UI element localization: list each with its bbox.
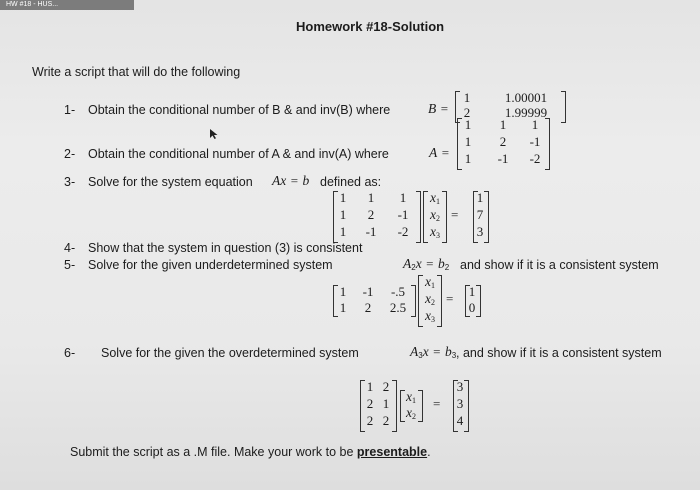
matrix-A2-cell: 2 [364, 300, 372, 315]
intro-text: Write a script that will do the following [32, 65, 241, 79]
matrix-B-cell: 2 [463, 105, 471, 120]
matrix-A-cell: 1 [499, 117, 507, 132]
item-1-number: 1- [64, 103, 76, 117]
vector-b3-cell: 3 [456, 379, 464, 394]
equals-sign: = [433, 396, 441, 411]
matrix-3A-cell: 1 [367, 190, 375, 205]
matrix-A3-cell: 1 [366, 379, 374, 394]
item-4-text: Show that the system in question (3) is consistent [88, 241, 363, 255]
equation-a3x-b3: $A_3x = b_3$ [410, 344, 457, 360]
matrix-A-cell: -2 [529, 151, 541, 166]
item-6-number: 6- [64, 346, 76, 360]
matrix-A-cell: 1 [464, 117, 472, 132]
vector-b3-cell: 4 [456, 413, 464, 428]
matrix-A-cell: 2 [499, 134, 507, 149]
matrix-A3-cell: 2 [382, 379, 390, 394]
matrix-3A-cell: 1 [399, 190, 407, 205]
vector-b-cell: 1 [476, 190, 484, 205]
window-tab[interactable] [0, 0, 134, 10]
matrix-A2-cell: -1 [362, 284, 374, 299]
matrix-A2-cell: 1 [339, 300, 347, 315]
A-equals-label: A = [429, 145, 450, 160]
matrix-A3-cell: 1 [382, 396, 390, 411]
vector-x5-cell: $x_3$ [425, 308, 435, 324]
vector-b-cell: 3 [476, 224, 484, 239]
item-5-tail: and show if it is a consistent system [460, 258, 659, 272]
matrix-A3-cell: 2 [366, 413, 374, 428]
vector-x6-cell: $x_1$ [406, 389, 416, 405]
matrix-3A-cell: 1 [339, 190, 347, 205]
matrix-A-cell: 1 [531, 117, 539, 132]
item-3-number: 3- [64, 175, 76, 189]
equals-sign: = [446, 291, 454, 306]
item-6-text: Solve for the given the overdetermined system [101, 346, 359, 360]
item-2-number: 2- [64, 147, 76, 161]
vector-x5-cell: $x_2$ [425, 291, 435, 307]
matrix-A3-cell: 2 [382, 413, 390, 428]
submit-instructions [70, 445, 431, 459]
matrix-A-cell: -1 [529, 134, 541, 149]
matrix-A-cell: 1 [464, 151, 472, 166]
vector-x-cell: $x_3$ [430, 224, 440, 240]
vector-b-cell: 7 [476, 207, 484, 222]
item-5-text: Solve for the given underdetermined system [88, 258, 333, 272]
matrix-B-right-bracket [561, 91, 566, 123]
vector-x6-cell: $x_2$ [406, 405, 416, 421]
vector-b2-cell: 1 [468, 284, 476, 299]
matrix-A2-cell: -.5 [390, 284, 406, 299]
item-1-text: Obtain the conditional number of B & and inv(B) where [88, 103, 391, 117]
matrix-3A-cell: -2 [397, 224, 409, 239]
matrix-A2-cell: 2.5 [389, 300, 407, 315]
equals-sign: = [451, 207, 459, 222]
matrix-3A-cell: -1 [365, 224, 377, 239]
matrix-A-cell: 1 [464, 134, 472, 149]
matrix-A2-cell: 1 [339, 284, 347, 299]
equation-a2x-b2: $A_2x = b_2$ [403, 256, 450, 272]
matrix-3A-cell: 2 [367, 207, 375, 222]
vector-x-cell: $x_2$ [430, 207, 440, 223]
matrix-A-cell: -1 [497, 151, 509, 166]
matrix-A3-cell: 2 [366, 396, 374, 411]
item-5-number: 5- [64, 258, 76, 272]
submit-text: Submit the script as a .M file. Make your work to be [70, 445, 357, 459]
item-6-tail: , and show if it is a consistent system [456, 346, 662, 360]
vector-x5-cell: $x_1$ [425, 274, 435, 290]
matrix-3A-cell: -1 [397, 207, 409, 222]
vector-x-cell: $x_1$ [430, 190, 440, 206]
matrix-B-cell: 1.99999 [504, 105, 548, 120]
mouse-cursor-icon [209, 128, 219, 140]
tab-label: HW #18 - HUS... [6, 1, 59, 8]
presentable-emphasis: presentable [356, 445, 428, 459]
B-equals-label: B = [428, 101, 449, 116]
matrix-3A-cell: 1 [339, 224, 347, 239]
matrix-B-cell: 1 [463, 90, 471, 105]
matrix-3A-cell: 1 [339, 207, 347, 222]
vector-b2-cell: 0 [468, 300, 476, 315]
page-title: Homework #18-Solution [296, 19, 445, 34]
matrix-B-cell: 1.00001 [504, 90, 548, 105]
matrix-A3-right-bracket [392, 380, 397, 432]
item-3-text: Solve for the system equation [88, 175, 253, 189]
vector-b3-cell: 3 [456, 396, 464, 411]
item-4-number: 4- [64, 241, 76, 255]
matrix-3A-right-bracket [416, 191, 421, 243]
item-2-text: Obtain the conditional number of A & and inv(A) where [88, 147, 389, 161]
item-3-tail: defined as: [320, 175, 382, 189]
equation-ax-b: Ax = b [272, 173, 310, 188]
footer-period: . [427, 445, 431, 459]
